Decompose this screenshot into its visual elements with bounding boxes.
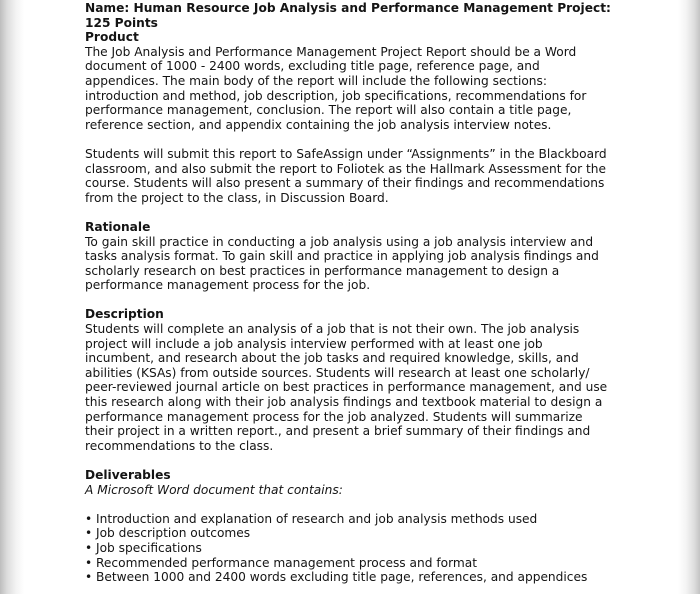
list-item: • Introduction and explanation of research and job analysis methods used (85, 512, 625, 527)
text-line: To gain skill practice in conducting a job analysis using a job analysis interview and (85, 234, 594, 249)
text-line: The Job Analysis and Performance Management Project Report should be a Word (85, 44, 577, 59)
list-item: • Between 1000 and 2400 words excluding title page, references, and appendices (85, 570, 625, 585)
text-line: performance management, conclusion. The report will also contain a title page, (85, 103, 572, 118)
text-line: performance management process for the job analyzed. Students will summarize (85, 409, 583, 424)
text-line: classroom, and also submit the report to Foliotek as the Hallmark Assessment for the (85, 161, 607, 176)
text-line: their project in a written report., and present a brief summary of their findings and (85, 424, 591, 439)
product-heading: Product (85, 30, 139, 45)
rationale-heading: Rationale (85, 219, 151, 234)
text-line: reference section, and appendix containing the job analysis interview notes. (85, 117, 552, 132)
assignment-document (85, 1, 625, 585)
rationale-paragraph (85, 235, 625, 293)
text-line: performance management process for the job. (85, 278, 371, 293)
text-line: course. Students will also present a summary of their findings and recommendations (85, 176, 605, 191)
document-title: Name: Human Resource Job Analysis and Performance Management Project: (85, 1, 611, 15)
text-line: from the project to the class, in Discussion Board. (85, 190, 389, 205)
list-item: • Recommended performance management process and format (85, 556, 625, 571)
text-line: abilities (KSAs) from outside sources. Students will research at least one scholarly/ (85, 365, 590, 380)
text-line: project will include a job analysis interview performed with at least one job (85, 336, 543, 351)
text-line: peer-reviewed journal article on best practices in performance management, and use (85, 380, 608, 395)
deliverables-heading: Deliverables (85, 468, 171, 482)
text-line: introduction and method, job description, job specifications, recommendations for (85, 88, 587, 103)
product-paragraph-2 (85, 147, 625, 205)
text-line: Students will complete an analysis of a job that is not their own. The job analysis (85, 322, 580, 337)
deliverables-intro: A Microsoft Word document that contains: (85, 482, 343, 497)
page-shadow-right (678, 0, 700, 594)
text-line: document of 1000 - 2400 words, excluding title page, reference page, and (85, 59, 540, 74)
text-line: tasks analysis format. To gain skill and practice in applying job analysis findings and (85, 249, 599, 264)
page-shadow-left (0, 0, 24, 594)
text-line: Students will submit this report to SafeAssign under “Assignments” in the Blackboard (85, 146, 607, 161)
text-line: appendices. The main body of the report will include the following sections: (85, 73, 547, 88)
text-line: scholarly research on best practices in performance management to design a (85, 263, 560, 278)
text-line: incumbent, and research about the job tasks and required knowledge, skills, and (85, 351, 579, 366)
list-item: • Job specifications (85, 541, 625, 556)
list-item: • Job description outcomes (85, 526, 625, 541)
text-line: recommendations to the class. (85, 438, 274, 453)
description-paragraph (85, 322, 625, 453)
product-paragraph-1 (85, 45, 625, 133)
deliverables-list (85, 512, 625, 585)
description-heading: Description (85, 307, 164, 322)
points-label: 125 Points (85, 15, 158, 30)
text-line: this research along with their job analysis findings and textbook material to design a (85, 395, 603, 410)
